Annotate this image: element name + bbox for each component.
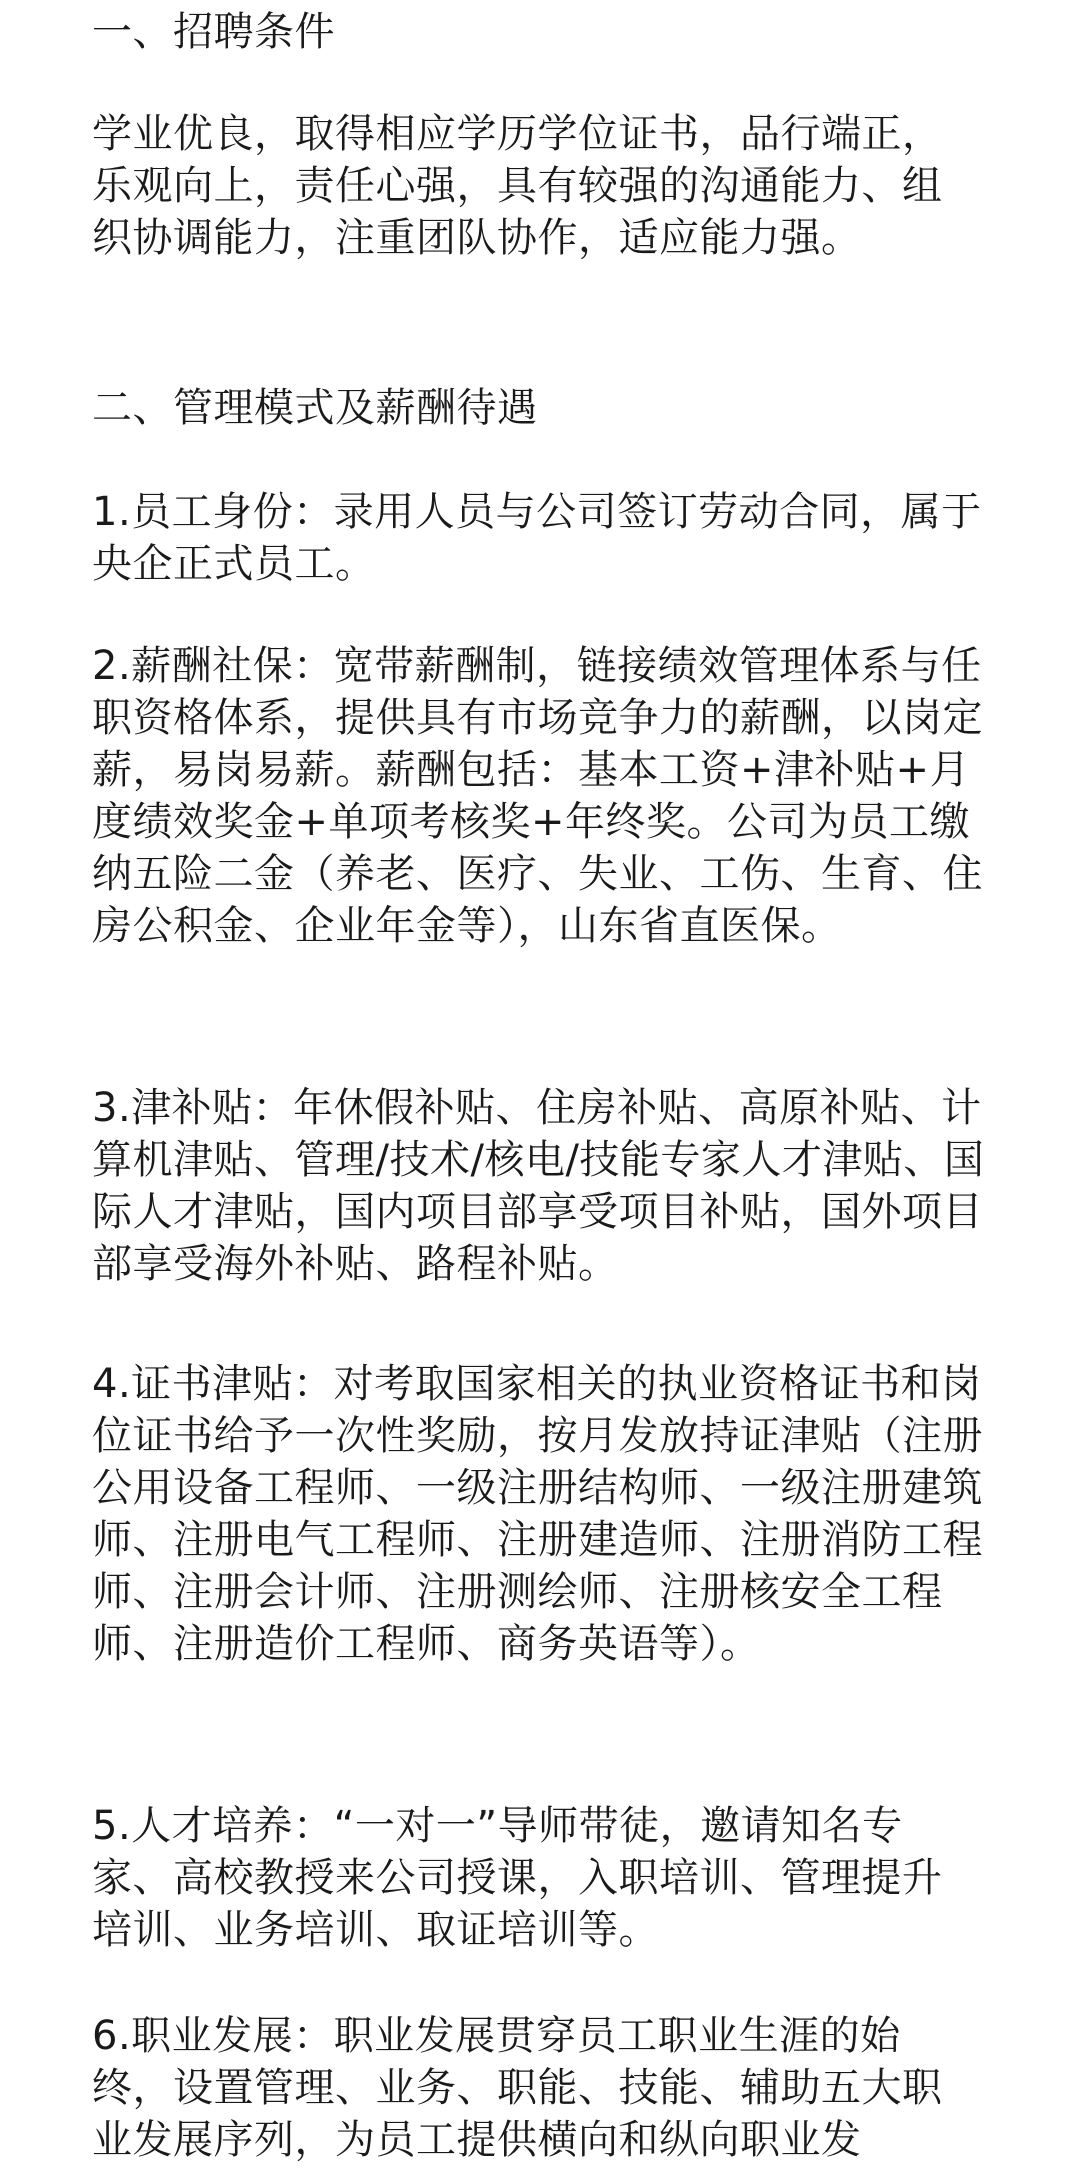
section-heading-management-and-pay: 二、管理模式及薪酬待遇 (92, 385, 538, 431)
paragraph-requirements: 学业优良，取得相应学历学位证书，品行端正，乐观向上，责任心强，具有较强的沟通能力、组织协调能力，注重团队协作，适应能力强。 (92, 111, 943, 261)
paragraph-salary-and-insurance: 2.薪酬社保：宽带薪酬制，链接绩效管理体系与任职资格体系，提供具有市场竞争力的薪酬，以岗定薪，易岗易薪。薪酬包括：基本工资+津补贴+月度绩效奖金+单项考核奖+年终奖。公司为员工缴纳五险二金（养老、医疗、失业、工伤、生育、住房公积金、企业年金等），山东省直医保。 (92, 643, 983, 949)
paragraph-certificate-allowance: 4.证书津贴：对考取国家相关的执业资格证书和岗位证书给予一次性奖励，按月发放持证津贴（注册公用设备工程师、一级注册结构师、一级注册建筑师、注册电气工程师、注册建造师、注册消防工程师、注册会计师、注册测绘师、注册核安全工程师、注册造价工程师、商务英语等）。 (92, 1361, 983, 1667)
paragraph-allowances: 3.津补贴：年休假补贴、住房补贴、高原补贴、计算机津贴、管理/技术/核电/技能专家人才津贴、国际人才津贴，国内项目部享受项目补贴，国外项目部享受海外补贴、路程补贴。 (92, 1085, 985, 1287)
paragraph-career-development: 6.职业发展：职业发展贯穿员工职业生涯的始终，设置管理、业务、职能、技能、辅助五大职业发展序列，为员工提供横向和纵向职业发 (92, 2013, 943, 2163)
paragraph-employee-status: 1.员工身份：录用人员与公司签订劳动合同，属于央企正式员工。 (92, 489, 982, 587)
paragraph-talent-training: 5.人才培养：“一对一”导师带徒，邀请知名专家、高校教授来公司授课，入职培训、管理提升培训、业务培训、取证培训等。 (92, 1803, 943, 1953)
section-heading-requirements: 一、招聘条件 (92, 9, 335, 55)
